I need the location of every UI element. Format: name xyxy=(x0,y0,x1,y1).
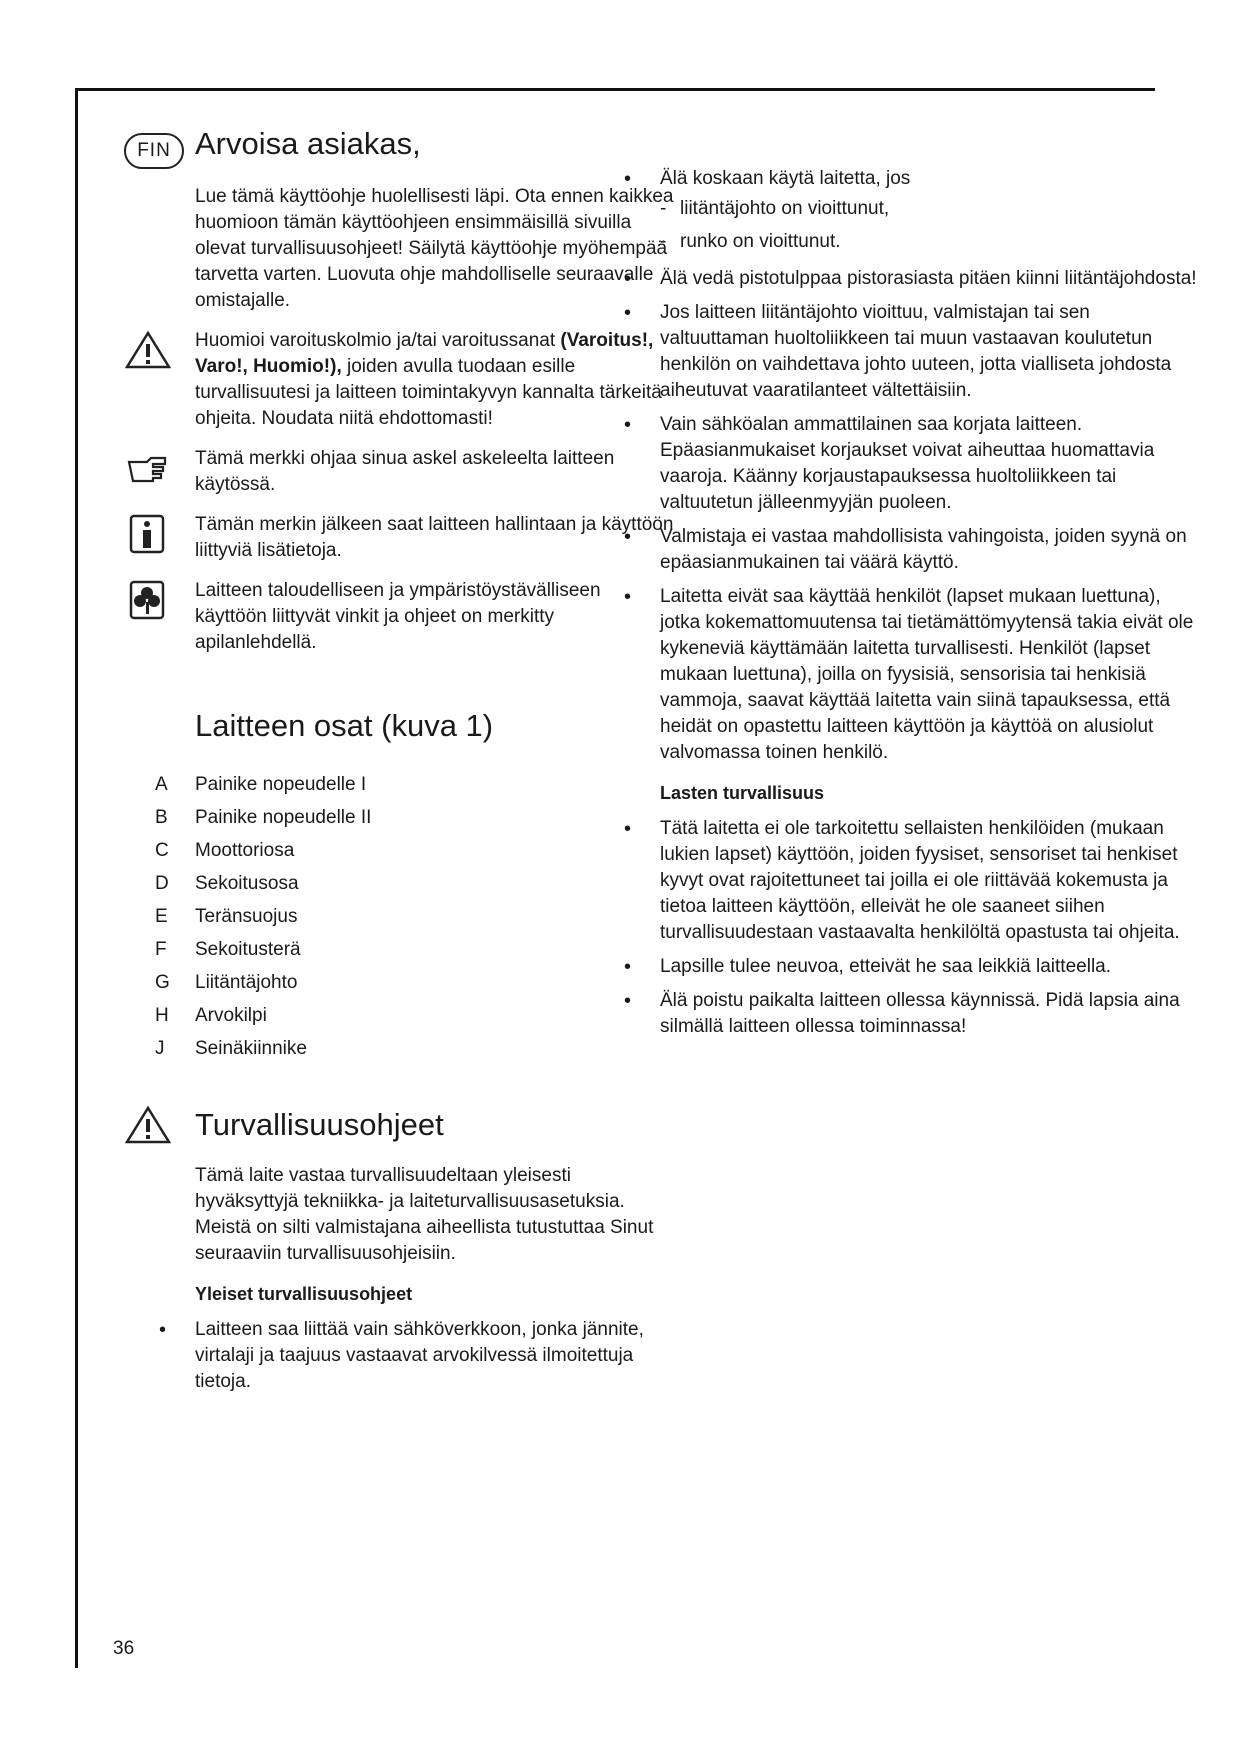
part-label: Teränsuojus xyxy=(195,906,298,927)
list-item: • Jos laitteen liitäntäjohto vioittuu, valmistajan tai sen valtuuttaman huoltoliikkeen tai muun vastaavan koulutetun henkilön on vaihdettava johto uuteen, jotta vialliseta johdosta aiheutuvat vaaratilanteet vältettäisiin. xyxy=(660,300,1200,404)
list-item xyxy=(155,768,675,801)
part-label: Moottoriosa xyxy=(195,840,295,861)
page-frame-left xyxy=(75,88,78,1668)
parts-title: Laitteen osat (kuva 1) xyxy=(195,708,494,743)
list-item xyxy=(155,1032,675,1065)
part-label: Painike nopeudelle I xyxy=(195,774,367,795)
safety-section-header xyxy=(195,1105,675,1145)
warning-note-suffix: joiden avulla tuodaan esille turvallisuutesi ja laitteen toimintakyvyn kannalta tärkeitä ohjeita. Noudata niitä ehdottomasti! xyxy=(195,356,662,429)
greeting-title: Arvoisa asiakas, xyxy=(195,126,421,161)
pointing-hand-icon xyxy=(125,448,171,488)
part-label: Arvokilpi xyxy=(195,1005,267,1026)
warning-note-text xyxy=(195,328,675,432)
list-item: • Vain sähköalan ammattilainen saa korjata laitteen. Epäasianmukaiset korjaukset voivat aiheuttaa huomattavia vaaroja. Käänny korjaustapauksessa huoltoliikkeen tai valtuutetun jälleenmyyjän puoleen. xyxy=(660,412,1200,516)
part-label: Sekoitusterä xyxy=(195,939,301,960)
page-frame-top xyxy=(75,88,1155,91)
warning-note xyxy=(195,328,675,432)
safety-title: Turvallisuusohjeet xyxy=(195,1107,444,1142)
general-safety-heading: Yleiset turvallisuusohjeet xyxy=(195,1284,413,1304)
right-column xyxy=(660,166,1200,1040)
list-item: • Laitteen saa liittää vain sähköverkkoon, jonka jännite, virtalaji ja taajuus vastaavat arvokilvessä ilmoitettuja tietoja. xyxy=(195,1317,675,1395)
part-label: Painike nopeudelle II xyxy=(195,807,372,828)
list-item xyxy=(155,999,675,1032)
left-column xyxy=(155,124,675,1395)
language-badge: FIN xyxy=(124,133,184,169)
hand-note-text: Tämä merkki ohjaa sinua askel askeleelta laitteen käytössä. xyxy=(195,448,615,495)
clover-leaf-icon xyxy=(125,580,171,620)
list-item: • Tätä laitetta ei ole tarkoitettu sellaisten henkilöiden (mukaan lukien lapset) käyttöön, joiden fyysiset, sensoriset tai henkiset kyvyt ovat rajoitettuneet tai joilla ei ole riittävää kokemusta ja tietoa laitteen käyttöön, elleivät he ole saaneet siihen turvallisuudestaan vastaavalta henkilöltä opastusta tai ohjeita. xyxy=(660,816,1200,946)
part-label: Seinäkiinnike xyxy=(195,1038,307,1059)
list-item xyxy=(155,900,675,933)
warning-note-prefix: Huomioi varoituskolmio ja/tai varoitussanat xyxy=(195,330,561,351)
part-letter: F xyxy=(155,939,167,960)
part-letter: A xyxy=(155,774,168,795)
part-label: Sekoitusosa xyxy=(195,873,299,894)
part-letter: C xyxy=(155,840,169,861)
info-note xyxy=(195,512,675,564)
sub-list-item: - runko on vioittunut. xyxy=(660,225,1200,258)
hand-note xyxy=(195,446,675,498)
info-note-text: Tämän merkin jälkeen saat laitteen hallintaan ja käyttöön liittyviä lisätietoja. xyxy=(195,514,674,561)
safety-intro: Tämä laite vastaa turvallisuudeltaan yleisesti hyväksyttyjä tekniikka- ja laiteturvallisuusasetuksia. Meistä on silti valmistajana aiheellista tutustuttaa Sinut seuraaviin turvallisuusohjeisiin. xyxy=(195,1165,654,1264)
child-safety-heading: Lasten turvallisuus xyxy=(660,783,825,803)
list-item: • Laitetta eivät saa käyttää henkilöt (lapset mukaan luettuna), jotka kokemattomuutensa tai tietämättömyytensä takia eivät ole kykeneviä käyttämään laitetta turvallisesti. Henkilöt (lapset mukaan luettuna), joilla on fyysisiä, sensorisia tai henkisiä vammoja, saavat käyttää laitetta vain siinä tapauksessa, että heidät on opastettu laitteen käyttöön ja käyttöä on alusiolut valvomassa toinen henkilö. xyxy=(660,584,1200,766)
warning-triangle-icon xyxy=(125,330,171,370)
part-letter: J xyxy=(155,1038,165,1059)
list-item xyxy=(155,933,675,966)
part-letter: G xyxy=(155,972,170,993)
page-number: 36 xyxy=(113,1638,135,1659)
list-item xyxy=(155,966,675,999)
eco-note xyxy=(195,578,675,656)
list-item xyxy=(155,801,675,834)
list-item: • Valmistaja ei vastaa mahdollisista vahingoista, joiden syynä on epäasianmukainen tai väärä käyttö. xyxy=(660,524,1200,576)
part-letter: H xyxy=(155,1005,169,1026)
part-letter: B xyxy=(155,807,168,828)
list-item: • Lapsille tulee neuvoa, etteivät he saa leikkiä laitteella. xyxy=(660,954,1200,980)
list-item: • Älä koskaan käytä laitetta, jos xyxy=(660,166,1200,192)
list-item: • Älä poistu paikalta laitteen ollessa käynnissä. Pidä lapsia aina silmällä laitteen ollessa toiminnassa! xyxy=(660,988,1200,1040)
intro-paragraph: Lue tämä käyttöohje huolellisesti läpi. Ota ennen kaikkea huomioon tämän käyttöohjeen ensimmäisillä sivuilla olevat turvallisuusohjeet! Säilytä käyttöohje myöhempää tarvetta varten. Luovuta ohje mahdolliselle seuraavalle omistajalle. xyxy=(195,186,674,311)
part-letter: D xyxy=(155,873,169,894)
eco-note-text: Laitteen taloudelliseen ja ympäristöystävälliseen käyttöön liittyvät vinkit ja ohjeet on merkitty apilanlehdellä. xyxy=(195,580,601,653)
sub-list-item: - liitäntäjohto on vioittunut, xyxy=(660,192,1200,225)
warning-triangle-icon xyxy=(125,1105,171,1145)
part-label: Liitäntäjohto xyxy=(195,972,298,993)
warning-note-bold: (Varoitus!, Varo!, Huomio!), xyxy=(195,330,654,377)
parts-list xyxy=(155,768,675,1065)
list-item xyxy=(155,834,675,867)
list-item xyxy=(155,867,675,900)
list-item: • Älä vedä pistotulppaa pistorasiasta pitäen kiinni liitäntäjohdosta! xyxy=(660,266,1200,292)
info-icon xyxy=(125,514,171,554)
part-letter: E xyxy=(155,906,168,927)
